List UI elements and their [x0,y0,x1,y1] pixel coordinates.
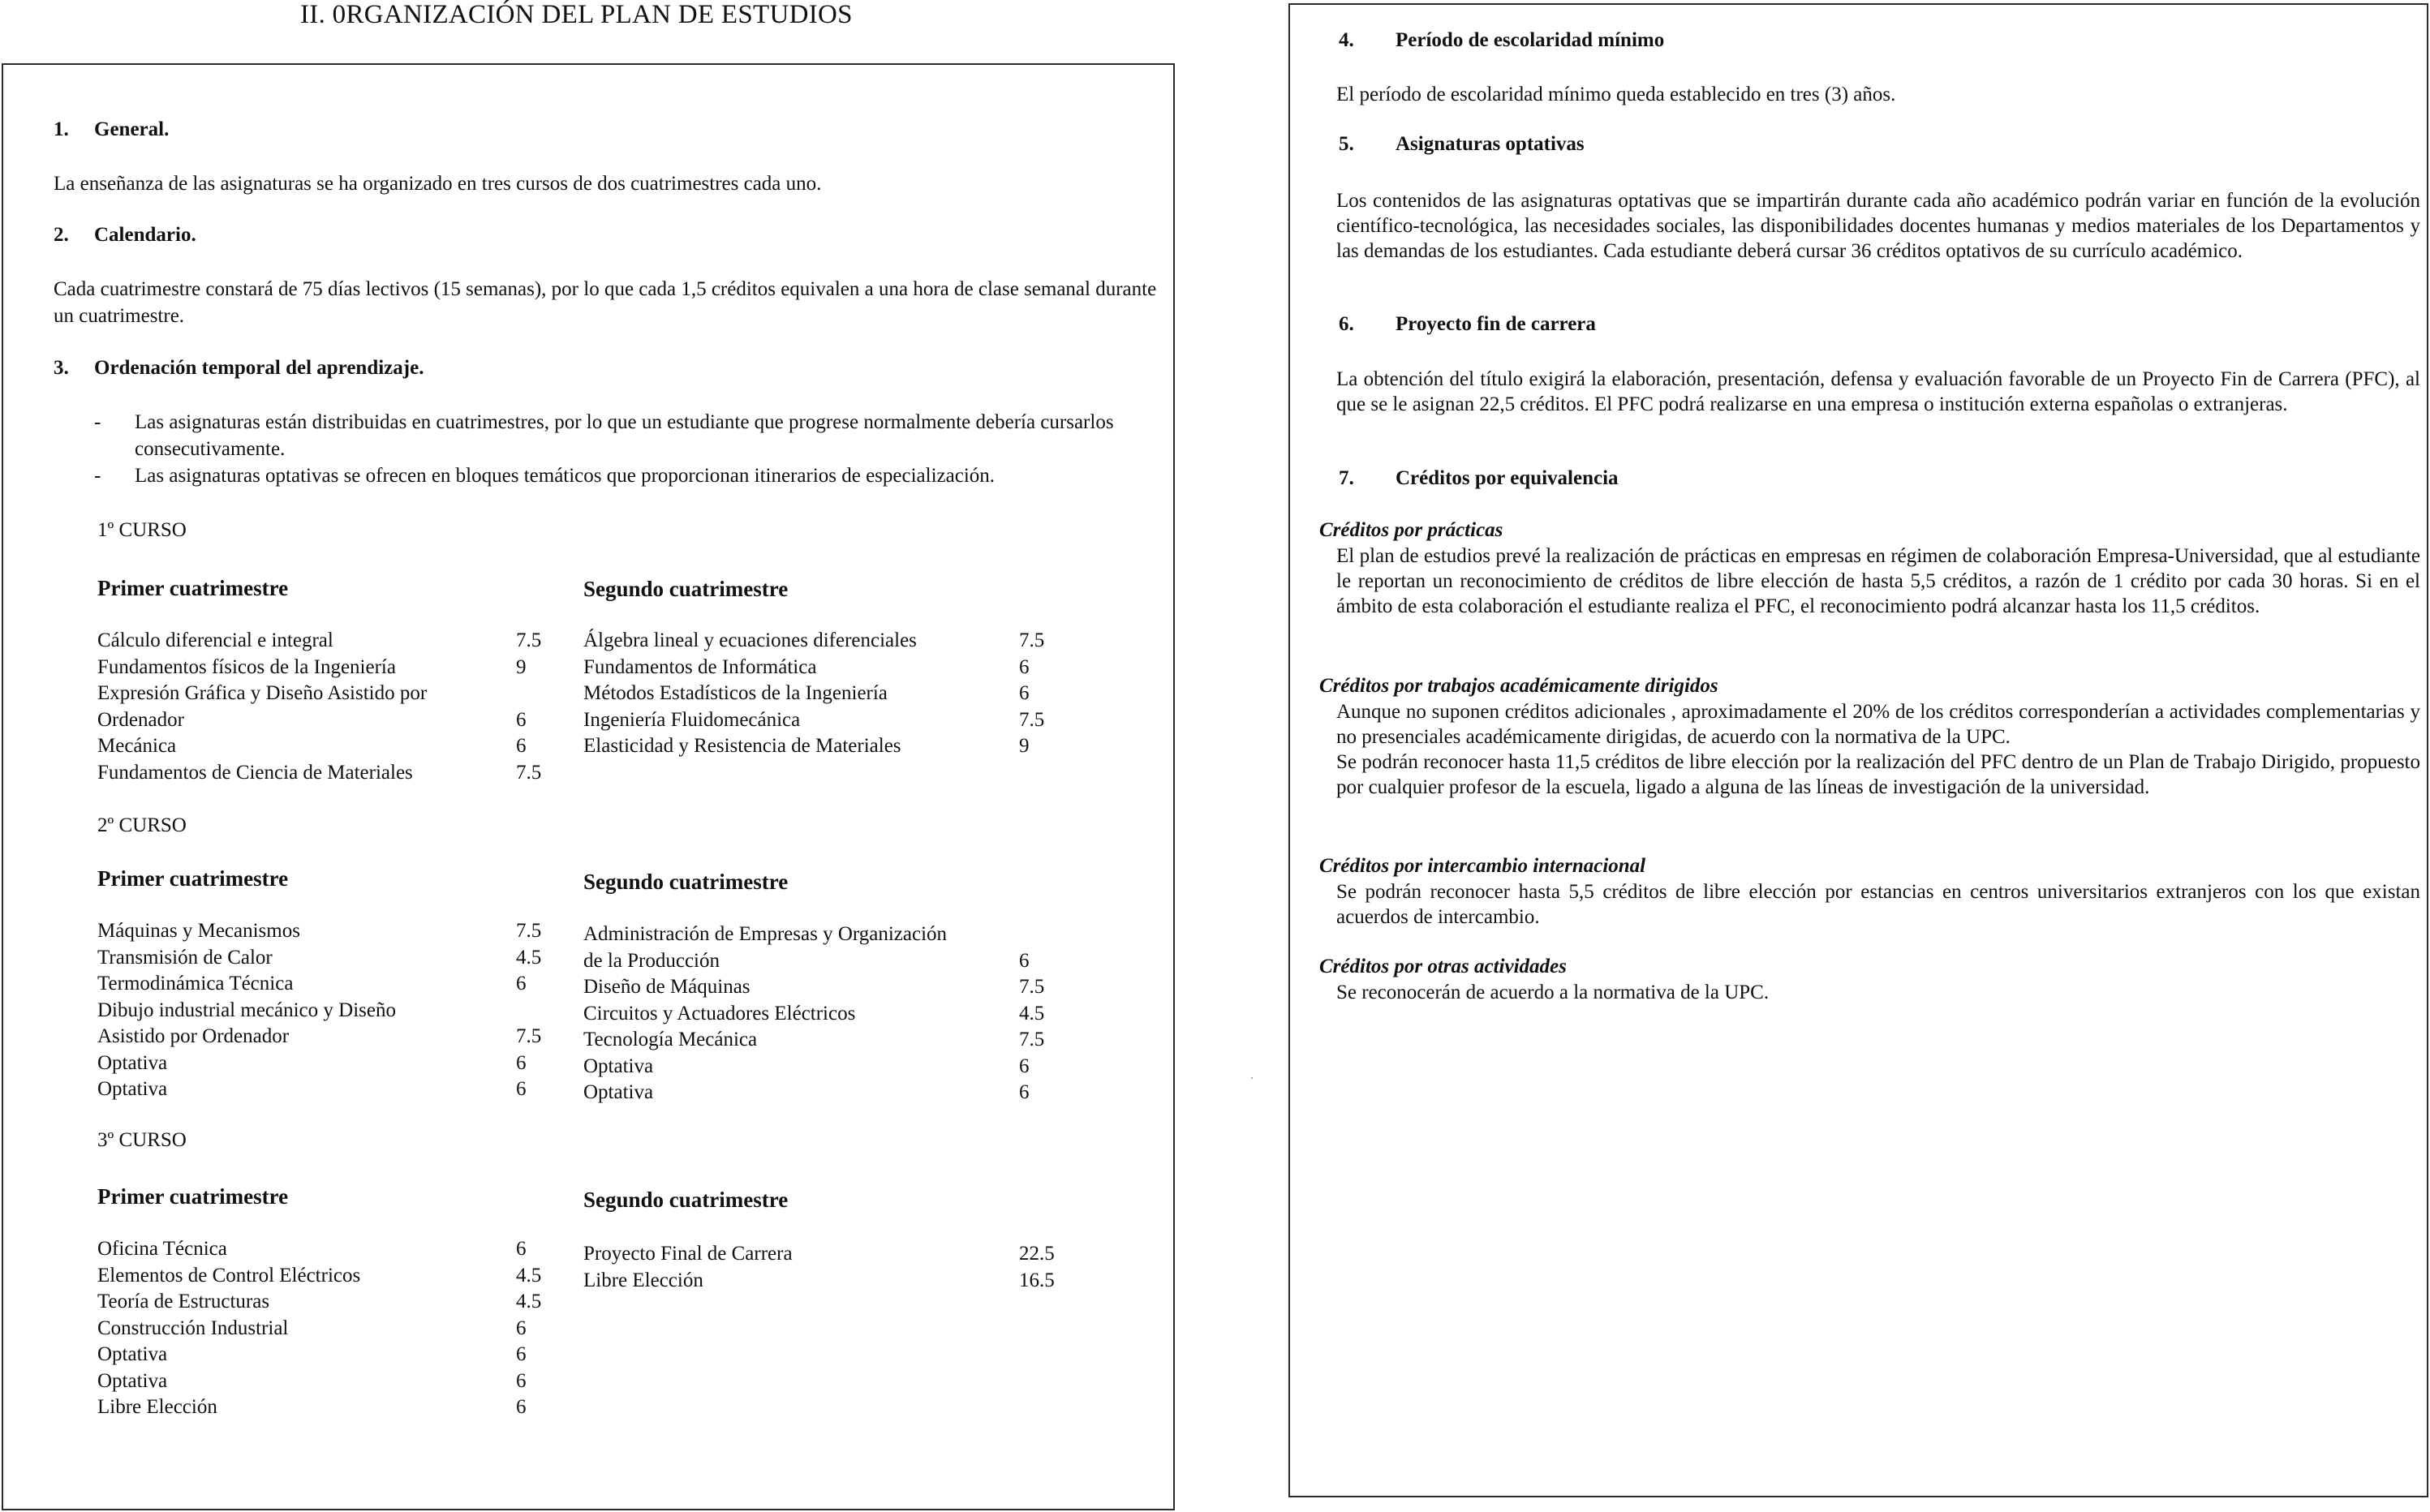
subject-row [583,707,1070,734]
bullet-item [94,409,1116,462]
subject-credits: 6 [516,735,527,757]
subject-name: Tecnología Mecánica [583,1029,758,1050]
subject-list [583,1241,1070,1294]
curso-label: 1º CURSO [97,519,187,541]
subject-name: Ingeniería Fluidomecánica [583,708,801,731]
subject-row [97,1394,552,1421]
section-general-text: La enseñanza de las asignaturas se ha organizado en tres cursos de dos cuatrimestres cada uno. [54,173,822,195]
subject-row [583,681,1070,707]
subject-credits: 6 [516,1078,527,1100]
semester-title: Primer cuatrimestre [97,576,289,600]
subject-name: Expresión Gráfica y Diseño Asistido por [97,682,428,704]
section-title: Calendario. [94,224,196,246]
subject-row [97,1368,552,1395]
section-calendario-text: Cada cuatrimestre constará de 75 días lectivos (15 semanas), por lo que cada 1,5 créditos equivalen a una hora de clase semanal durante un cuatrimestre. [54,278,1157,327]
subject-row [97,971,552,998]
subject-row [97,998,552,1024]
section-periodo-heading [1339,29,1664,52]
subject-row [97,707,552,734]
subject-credits: 9 [1019,735,1030,757]
subject-row [97,628,552,655]
section-number: 1. [54,118,69,140]
subject-credits: 6 [516,708,527,731]
subject-row [583,1241,1070,1268]
subject-name: Optativa [583,1055,654,1077]
subject-name: Libre Elección [97,1396,217,1418]
creditos-practicas-text: El plan de estudios prevé la realización de prácticas en empresas en régimen de colaboración Empresa-Universidad, que al estudiante le reportan un reconocimiento de créditos de libre elección de hasta 5,5 créditos, a razón de 1 crédito por cada 30 horas. Si en el ámbito de esta colaboración el estudiante realiza el PFC, el reconocimiento podrá alcanzar hasta los 11,5 créditos. [1336,545,2420,617]
subject-name: Máquinas y Mecanismos [97,920,300,942]
creditos-trabajos-text-1: Aunque no suponen créditos adicionales , aproximadamente el 20% de los créditos corresponderían a actividades complementarias y no presenciales académicamente dirigidas, de acuerdo con la normativa de la UPC. [1336,701,2420,748]
section-number: 6. [1339,313,1354,335]
section-number: 7. [1339,467,1354,489]
subject-credits: 6 [1019,655,1030,678]
subject-name: Optativa [97,1078,168,1100]
semester-title: Segundo cuatrimestre [583,1188,789,1212]
curso-label: 2º CURSO [97,814,187,836]
subject-row [583,948,1070,975]
subject-name: Cálculo diferencial e integral [97,629,333,651]
subject-credits: 7.5 [1019,629,1045,651]
subject-credits: 6 [516,1317,527,1339]
subject-row [583,1001,1070,1028]
bullet-item [94,462,1165,489]
subject-name: Elasticidad y Resistencia de Materiales [583,735,901,757]
subject-credits: 4.5 [516,1264,542,1286]
subject-credits: 7.5 [1019,1029,1045,1050]
creditos-trabajos-text-2: Se podrán reconocer hasta 11,5 créditos de libre elección por la realización del PFC dentro de un Plan de Trabajo Dirigido, propuesto por cualquier profesor de la escuela, ligado a alguna de las líneas de investigación de la universidad. [1336,751,2420,798]
section-title: Proyecto fin de carrera [1396,313,1596,335]
subject-credits: 4.5 [516,1291,542,1312]
subject-name: Construcción Industrial [97,1317,289,1339]
creditos-practicas-title: Créditos por prácticas [1319,519,1503,541]
subject-name: Optativa [97,1343,168,1365]
section-number: 5. [1339,133,1354,155]
subject-name: Optativa [583,1081,654,1103]
section-creditos-heading [1339,467,1619,490]
semester-title: Segundo cuatrimestre [583,870,789,894]
subject-name: Fundamentos de Informática [583,655,817,678]
section-proyecto-heading [1339,313,1596,336]
subject-row [97,1024,552,1050]
section-title: Asignaturas optativas [1396,133,1585,155]
subject-credits: 6 [1019,682,1030,704]
subject-name: Transmisión de Calor [97,946,273,969]
subject-row [583,921,1070,948]
subject-credits: 7.5 [516,920,542,942]
subject-row [97,1263,552,1290]
subject-row [583,1268,1070,1295]
subject-row [97,1289,552,1316]
subject-name: Circuitos y Actuadores Eléctricos [583,1002,856,1024]
subject-credits: 4.5 [516,946,542,969]
section-number: 4. [1339,29,1354,51]
subject-row [97,733,552,760]
subject-credits: 7.5 [516,1025,542,1047]
subject-row [583,1027,1070,1054]
subject-row [97,1076,552,1103]
subject-name: Álgebra lineal y ecuaciones diferenciales [583,629,917,651]
section-optativas-text: Los contenidos de las asignaturas optativas que se impartirán durante cada año académico podrán variar en función de la evolución científico-tecnológica, las necesidades sociales, las disponibilidades docentes humanas y medios materiales de los Departamentos y las demandas de los estudiantes. Cada estudiante deberá cursar 36 créditos optativos de su currículo académico. [1336,190,2420,262]
subject-credits: 7.5 [1019,976,1045,998]
subject-row [97,760,552,787]
subject-list [583,921,1070,1106]
subject-credits: 6 [516,973,527,994]
subject-credits: 16.5 [1019,1269,1055,1291]
subject-credits: 22.5 [1019,1243,1055,1265]
section-title: Créditos por equivalencia [1396,467,1619,489]
subject-row [97,1342,552,1368]
semester-title: Segundo cuatrimestre [583,577,789,601]
subject-name: de la Producción [583,949,720,972]
subject-credits: 6 [1019,1081,1030,1103]
subject-credits: 6 [516,1051,527,1074]
semester-title: Primer cuatrimestre [97,866,289,891]
subject-credits: 7.5 [516,761,542,784]
subject-name: Optativa [97,1051,168,1074]
bullet-text: Las asignaturas optativas se ofrecen en bloques temáticos que proporcionan itinerarios de especialización. [135,465,996,487]
subject-list [583,628,1070,760]
subject-name: Elementos de Control Eléctricos [97,1264,361,1286]
subject-name: Fundamentos físicos de la Ingeniería [97,655,396,678]
subject-name: Oficina Técnica [97,1238,227,1260]
scan-speck [1251,1077,1253,1079]
subject-row [583,628,1070,655]
subject-name: Administración de Empresas y Organización [583,923,948,945]
bullet-dash: - [94,411,101,433]
section-proyecto-text: La obtención del título exigirá la elaboración, presentación, defensa y evaluación favorable de un Proyecto Fin de Carrera (PFC), al que se le asignan 22,5 créditos. El PFC podrá realizarse en una empresa o institución externa españolas o extranjeras. [1336,368,2420,415]
creditos-otras-title: Créditos por otras actividades [1319,956,1567,977]
subject-name: Teoría de Estructuras [97,1291,270,1312]
section-title: General. [94,118,170,140]
section-title: Período de escolaridad mínimo [1396,29,1665,51]
subject-credits: 7.5 [1019,708,1045,731]
subject-row [97,945,552,972]
subject-row [583,733,1070,760]
subject-row [97,655,552,681]
subject-name: Asistido por Ordenador [97,1025,290,1047]
subject-row [97,681,552,707]
subject-name: Métodos Estadísticos de la Ingeniería [583,682,888,704]
subject-row [583,1080,1070,1106]
subject-row [583,974,1070,1001]
section-periodo-text: El período de escolaridad mínimo queda establecido en tres (3) años. [1336,84,1896,105]
subject-row [583,1054,1070,1080]
subject-name: Fundamentos de Ciencia de Materiales [97,761,413,784]
section-ordenacion-heading [54,357,424,380]
subject-credits: 4.5 [1019,1002,1045,1024]
creditos-intercambio-title: Créditos por intercambio internacional [1319,855,1646,877]
bullet-dash: - [94,465,101,487]
section-general-heading [54,118,169,141]
creditos-otras-text: Se reconocerán de acuerdo a la normativa de la UPC. [1336,982,1770,1003]
subject-list [97,628,552,786]
section-calendario-heading [54,224,196,247]
bullet-text: Las asignaturas están distribuidas en cuatrimestres, por lo que un estudiante que progrese normalmente debería cursarlos consecutivamente. [135,411,1114,460]
section-optativas-heading [1339,133,1585,156]
section-number: 2. [54,224,69,246]
subject-name: Dibujo industrial mecánico y Diseño [97,999,396,1021]
subject-row [97,1236,552,1263]
curso-label: 3º CURSO [97,1129,187,1151]
subject-name: Diseño de Máquinas [583,976,751,998]
subject-credits: 6 [516,1396,527,1418]
subject-credits: 6 [1019,1055,1030,1077]
subject-name: Mecánica [97,735,177,757]
subject-name: Optativa [97,1369,168,1392]
section-number: 3. [54,357,69,379]
subject-name: Ordenador [97,708,184,731]
subject-credits: 6 [516,1343,527,1365]
creditos-trabajos-title: Créditos por trabajos académicamente dirigidos [1319,675,1718,697]
subject-credits: 6 [1019,949,1030,972]
section-title: Ordenación temporal del aprendizaje. [94,357,424,379]
subject-list [97,1236,552,1421]
subject-credits: 6 [516,1369,527,1392]
subject-credits: 6 [516,1238,527,1260]
subject-name: Termodinámica Técnica [97,973,294,994]
semester-title: Primer cuatrimestre [97,1184,289,1209]
subject-name: Proyecto Final de Carrera [583,1243,793,1265]
subject-row [97,1050,552,1077]
subject-credits: 9 [516,655,527,678]
subject-row [97,918,552,945]
subject-list [97,918,552,1103]
page-title: II. 0RGANIZACIÓN DEL PLAN DE ESTUDIOS [300,0,853,29]
subject-name: Libre Elección [583,1269,703,1291]
subject-row [97,1316,552,1342]
subject-credits: 7.5 [516,629,542,651]
creditos-intercambio-text: Se podrán reconocer hasta 5,5 créditos de libre elección por estancias en centros universitarios extranjeros con los que existan acuerdos de intercambio. [1336,881,2420,928]
subject-row [583,655,1070,681]
